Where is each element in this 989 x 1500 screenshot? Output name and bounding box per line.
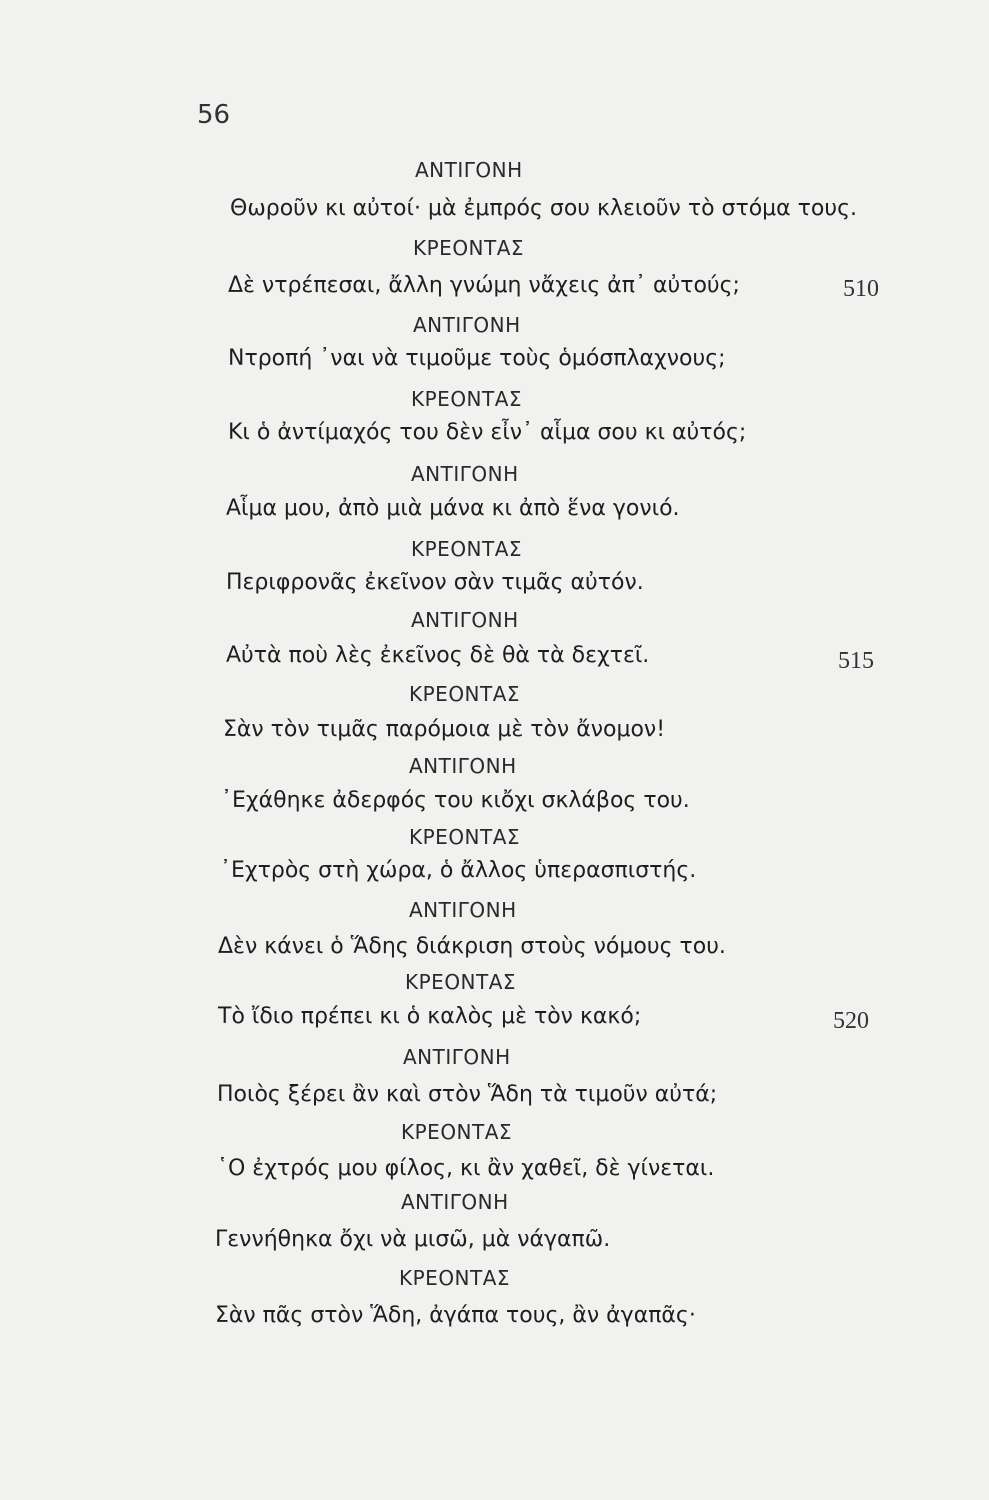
verse-line: Κι ὁ ἀντίμαχός του δὲν εἶν᾿ αἷμα σου κι αὐτός; xyxy=(228,420,747,445)
line-number: 515 xyxy=(838,648,874,674)
verse-line: Σὰν πᾶς στὸν Ἅδη, ἀγάπα τους, ἂν ἀγαπᾶς· xyxy=(215,1303,696,1328)
speaker-name: ΑΝΤΙΓΟΝΗ xyxy=(411,462,519,486)
verse-line: Ντροπή ᾿ναι νὰ τιμοῦμε τοὺς ὁμόσπλαχνους; xyxy=(228,346,726,371)
page-number: 56 xyxy=(197,100,231,130)
verse-line: Αὐτὰ ποὺ λὲς ἐκεῖνος δὲ θὰ τὰ δεχτεῖ. xyxy=(226,643,650,668)
verse-line: Δὲ ντρέπεσαι, ἄλλη γνώμη νἄχεις ἀπ᾿ αὐτούς; xyxy=(228,273,740,298)
speaker-name: ΚΡΕΟΝΤΑΣ xyxy=(413,236,525,260)
speaker-name: ΚΡΕΟΝΤΑΣ xyxy=(399,1266,511,1290)
speaker-name: ΑΝΤΙΓΟΝΗ xyxy=(415,158,523,182)
verse-line: ᾿Εχτρὸς στὴ χώρα, ὁ ἄλλος ὑπερασπιστής. xyxy=(220,858,697,883)
verse-line: Γεννήθηκα ὄχι νὰ μισῶ, μὰ νάγαπῶ. xyxy=(215,1227,611,1252)
speaker-name: ΚΡΕΟΝΤΑΣ xyxy=(411,537,523,561)
speaker-name: ΚΡΕΟΝΤΑΣ xyxy=(411,387,523,411)
speaker-name: ΑΝΤΙΓΟΝΗ xyxy=(401,1190,509,1214)
speaker-name: ΚΡΕΟΝΤΑΣ xyxy=(409,825,521,849)
speaker-name: ΚΡΕΟΝΤΑΣ xyxy=(401,1120,513,1144)
speaker-name: ΑΝΤΙΓΟΝΗ xyxy=(409,898,517,922)
verse-line: Ποιὸς ξέρει ἂν καὶ στὸν Ἅδη τὰ τιμοῦν αὐτά; xyxy=(217,1082,718,1107)
speaker-name: ΑΝΤΙΓΟΝΗ xyxy=(403,1045,511,1069)
speaker-name: ΚΡΕΟΝΤΑΣ xyxy=(409,682,521,706)
verse-line: Σὰν τὸν τιμᾶς παρόμοια μὲ τὸν ἄνομον! xyxy=(223,717,666,742)
verse-line: Θωροῦν κι αὐτοί· μὰ ἐμπρός σου κλειοῦν τὸ στόμα τους. xyxy=(230,196,857,221)
verse-line: ᾿Εχάθηκε ἀδερφός του κιὄχι σκλάβος του. xyxy=(221,788,690,813)
line-number: 520 xyxy=(833,1008,869,1034)
speaker-name: ΚΡΕΟΝΤΑΣ xyxy=(405,970,517,994)
speaker-name: ΑΝΤΙΓΟΝΗ xyxy=(413,313,521,337)
verse-line: Δὲν κάνει ὁ Ἅδης διάκριση στοὺς νόμους του. xyxy=(218,934,726,959)
verse-line: Τὸ ἴδιο πρέπει κι ὁ καλὸς μὲ τὸν κακό; xyxy=(218,1004,642,1029)
speaker-name: ΑΝΤΙΓΟΝΗ xyxy=(411,608,519,632)
verse-line: Περιφρονᾶς ἐκεῖνον σὰν τιμᾶς αὐτόν. xyxy=(226,570,644,595)
verse-line: Αἷμα μου, ἀπὸ μιὰ μάνα κι ἀπὸ ἕνα γονιό. xyxy=(226,496,680,521)
verse-line: ῾Ο ἐχτρός μου φίλος, κι ἂν χαθεῖ, δὲ γίνεται. xyxy=(217,1156,715,1181)
line-number: 510 xyxy=(843,276,879,302)
speaker-name: ΑΝΤΙΓΟΝΗ xyxy=(409,754,517,778)
